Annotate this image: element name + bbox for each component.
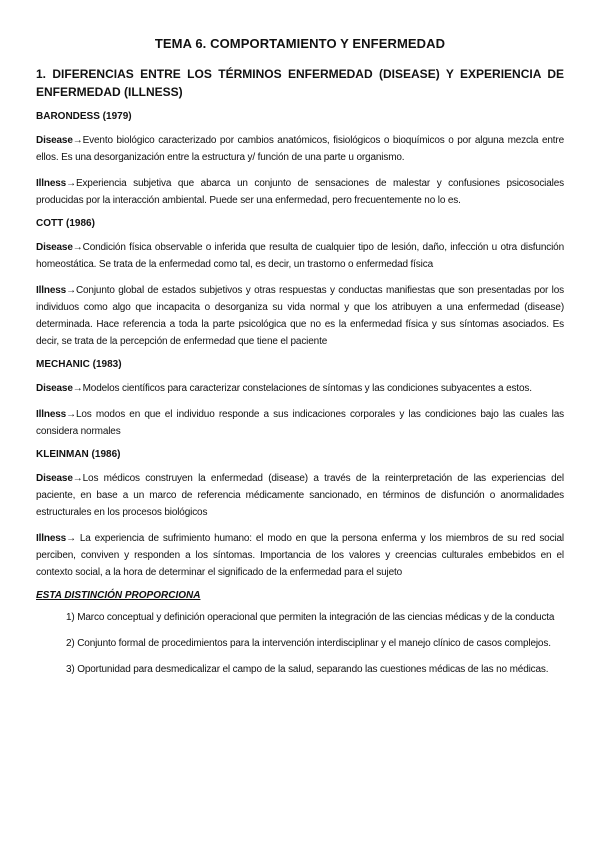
definition-text: Modelos científicos para caracterizar constelaciones de síntomas y las condiciones subyacentes a estos. bbox=[82, 383, 532, 394]
author-heading: COTT (1986) bbox=[36, 218, 95, 229]
disease-definition bbox=[36, 470, 564, 521]
definition-text: Condición física observable o inferida que resulta de cualquier tipo de lesión, daño, infección u otra disfunción homeostática. Se trata de la enfermedad como tal, es decir, un trastorno o enfermedad física bbox=[36, 242, 564, 270]
arrow-icon: → bbox=[66, 178, 76, 189]
arrow-icon: → bbox=[66, 409, 76, 420]
illness-definition bbox=[36, 282, 564, 350]
disease-label: Disease bbox=[36, 473, 73, 484]
disease-label: Disease bbox=[36, 135, 73, 146]
author-heading: KLEINMAN (1986) bbox=[36, 449, 121, 460]
section-heading: 1. DIFERENCIAS ENTRE LOS TÉRMINOS ENFERMEDAD (DISEASE) Y EXPERIENCIA DE ENFERMEDAD (ILLNESS) bbox=[36, 67, 564, 99]
illness-label: Illness bbox=[36, 285, 67, 296]
list-item: 3) Oportunidad para desmedicalizar el campo de la salud, separando las cuestiones médicas de las no médicas. bbox=[66, 664, 549, 675]
disease-label: Disease bbox=[36, 242, 73, 253]
arrow-icon: → bbox=[66, 533, 76, 544]
illness-definition bbox=[36, 530, 564, 581]
definition-text: Evento biológico caracterizado por cambios anatómicos, fisiológicos o bioquímicos o por alguna mezcla entre ellos. Es una desorganización entre la estructura y/ función de una parte u organismo. bbox=[36, 135, 564, 163]
arrow-icon: → bbox=[66, 285, 76, 296]
illness-label: Illness bbox=[36, 533, 67, 544]
arrow-icon: → bbox=[72, 383, 83, 394]
arrow-icon: → bbox=[72, 135, 83, 146]
definition-text: Los médicos construyen la enfermedad (disease) a través de la reinterpretación de las experiencias del paciente, en base a un marco de referencia médicamente sancionado, en términos de disfunción o anormalidades estructurales en los procesos biológicos bbox=[36, 473, 564, 518]
illness-definition bbox=[36, 406, 564, 440]
disease-definition bbox=[36, 132, 564, 166]
author-heading: MECHANIC (1983) bbox=[36, 359, 122, 370]
definition-text: La experiencia de sufrimiento humano: el modo en que la persona enferma y los miembros de su red social perciben, conviven y responden a los síntomas. Importancia de los valores y creencias culturales embebidos en el contexto social, a la hora de determinar el significado de la enfermedad para el sujeto bbox=[36, 533, 564, 578]
definition-text: Experiencia subjetiva que abarca un conjunto de sensaciones de malestar y confusiones psicosociales producidas por la interacción ambiental. Puede ser una enfermedad, pero frecuentemente no lo es. bbox=[36, 178, 564, 206]
definition-text: Conjunto global de estados subjetivos y otras respuestas y conductas manifiestas que son presentadas por los individuos como algo que incapacita o desorganiza su vida normal y que los atribuyen a una enfermedad (disease) determinada. Hace referencia a toda la parte psicológica que no es la enfermedad física y sus síntomas asociados. Es decir, se trata de la percepción de enfermedad que tiene el paciente bbox=[36, 285, 564, 347]
list-item: 1) Marco conceptual y definición operacional que permiten la integración de las ciencias médicas y de la conducta bbox=[66, 612, 555, 623]
illness-label: Illness bbox=[36, 409, 67, 420]
list-item: 2) Conjunto formal de procedimientos para la intervención interdisciplinar y el manejo clínico de casos complejos. bbox=[66, 638, 551, 649]
illness-label: Illness bbox=[36, 178, 67, 189]
author-heading: BARONDESS (1979) bbox=[36, 111, 132, 122]
definition-text: Los modos en que el individuo responde a sus indicaciones corporales y las condiciones bajo las cuales las considera normales bbox=[36, 409, 564, 437]
arrow-icon: → bbox=[72, 473, 83, 484]
disease-definition bbox=[36, 380, 564, 397]
page-title: TEMA 6. COMPORTAMIENTO Y ENFERMEDAD bbox=[154, 36, 446, 51]
distinction-heading: ESTA DISTINCIÓN PROPORCIONA bbox=[36, 590, 201, 601]
illness-definition bbox=[36, 175, 564, 209]
disease-definition bbox=[36, 239, 564, 273]
arrow-icon: → bbox=[72, 242, 83, 253]
disease-label: Disease bbox=[36, 383, 73, 394]
